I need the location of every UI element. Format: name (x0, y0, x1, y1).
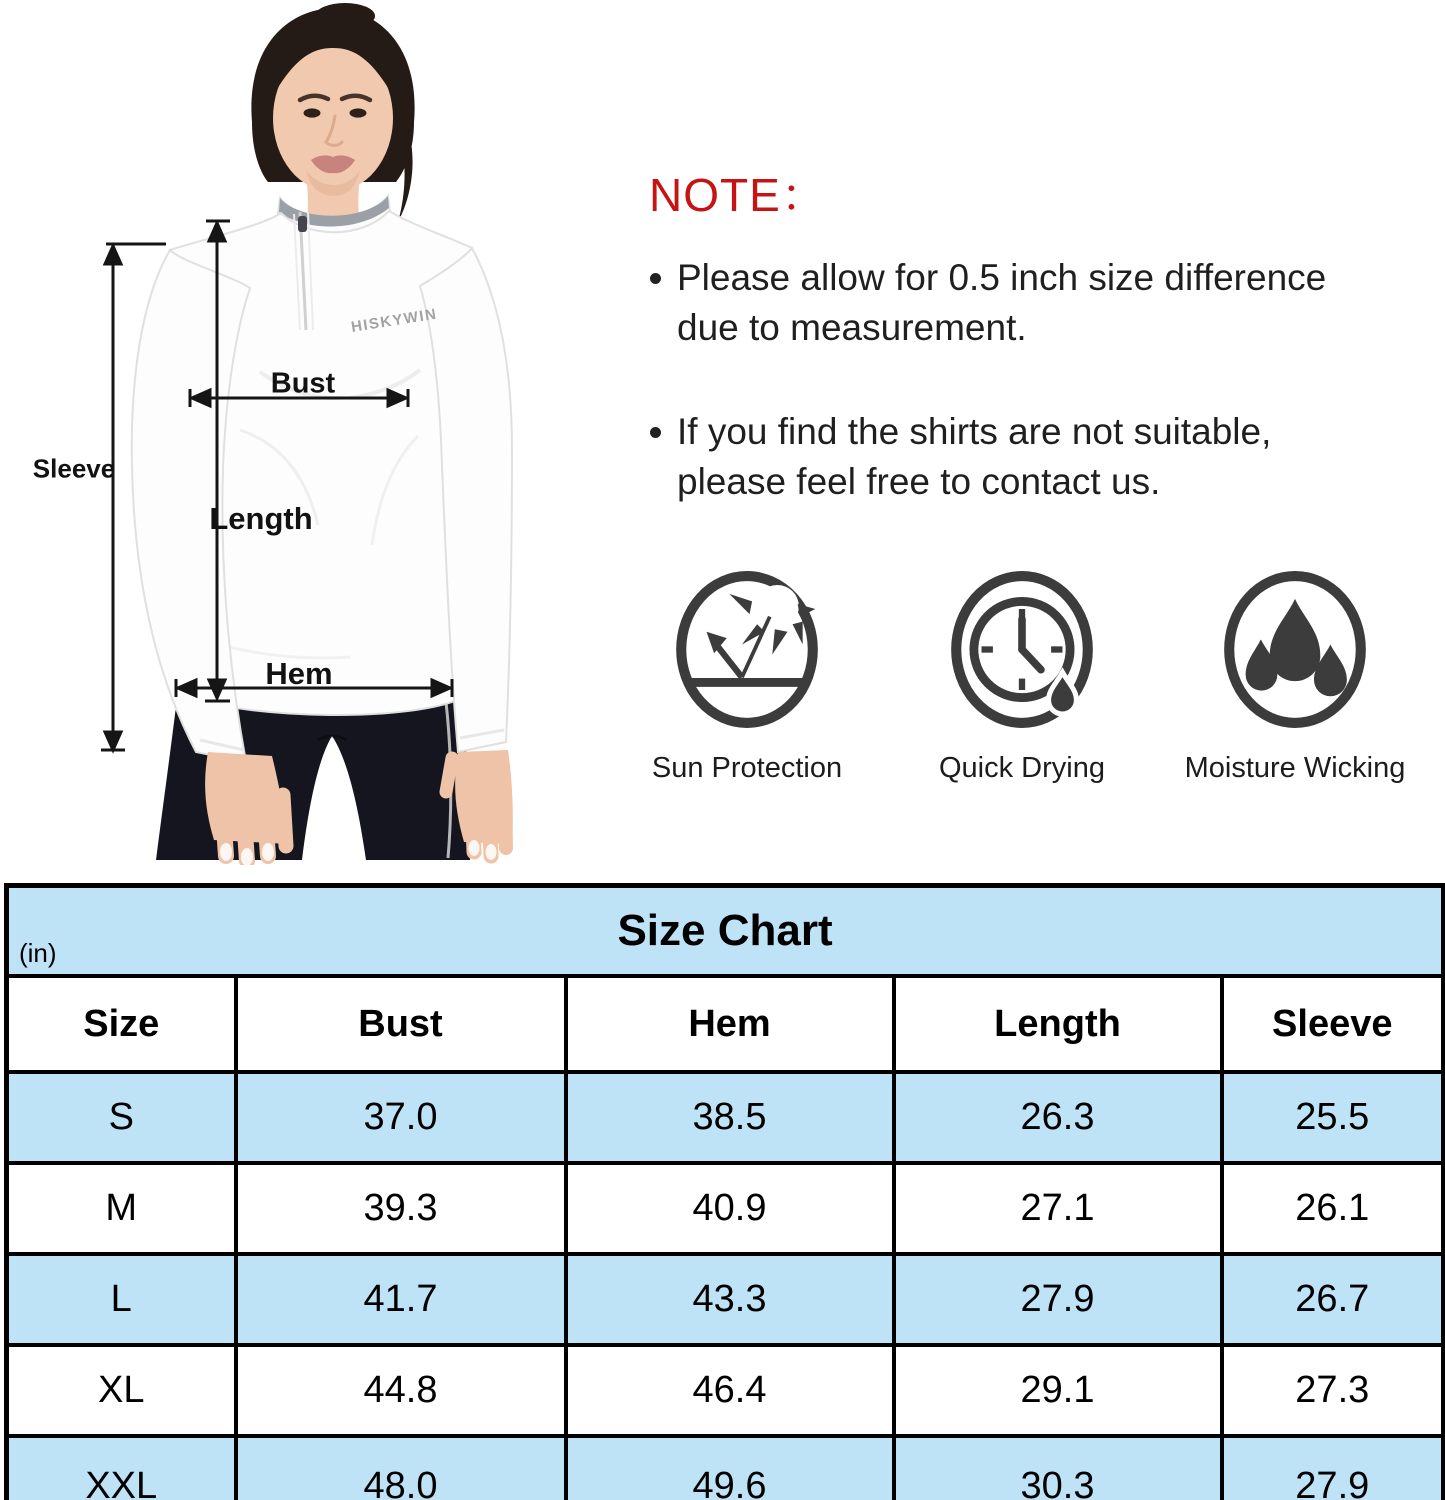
cell-hem: 43.3 (566, 1254, 894, 1345)
table-row-s (7, 1072, 1444, 1163)
cell-length: 30.3 (894, 1436, 1222, 1500)
cell-size: S (7, 1072, 236, 1163)
table-row-l (7, 1254, 1444, 1345)
model-figure (0, 0, 645, 865)
model-face (273, 30, 393, 228)
feature-quick-drying (882, 566, 1162, 785)
sleeve-measure-label: Sleeve (32, 453, 116, 484)
note-bullet-1-text (677, 253, 1326, 353)
table-row-xxl (7, 1436, 1444, 1500)
table-row-xl (7, 1345, 1444, 1436)
sun-protection-icon (671, 566, 823, 733)
cell-bust: 44.8 (236, 1345, 566, 1436)
feature-label: Quick Drying (939, 752, 1105, 784)
column-header-size: Size (7, 976, 236, 1072)
feature-moisture-wicking (1155, 566, 1435, 785)
cell-size: M (7, 1163, 236, 1254)
column-header-bust: Bust (236, 976, 566, 1072)
cell-bust: 48.0 (236, 1436, 566, 1500)
feature-label: Moisture Wicking (1184, 752, 1406, 784)
cell-sleeve: 25.5 (1222, 1072, 1444, 1163)
cell-size: XL (7, 1345, 236, 1436)
size-chart-title-cell (7, 886, 1444, 977)
hem-measure-label: Hem (265, 656, 333, 691)
cell-size: L (7, 1254, 236, 1345)
model-illustration (0, 0, 645, 865)
cell-sleeve: 26.1 (1222, 1163, 1444, 1254)
brand-logo: HISKYWIN (349, 305, 439, 336)
length-measure-label: Length (209, 501, 313, 536)
feature-sun-protection (607, 566, 887, 785)
note-bullet-1-line2: due to measurement. (677, 307, 1027, 348)
size-chart-table (4, 883, 1445, 1500)
note-bullet-2-line2: please feel free to contact us. (677, 461, 1161, 502)
note-bullet-2 (650, 407, 1271, 507)
cell-sleeve: 27.3 (1222, 1345, 1444, 1436)
feature-label: Sun Protection (651, 752, 843, 784)
cell-length: 27.9 (894, 1254, 1222, 1345)
note-bullet-1-line1: Please allow for 0.5 inch size difference (677, 257, 1327, 298)
note-bullet-1 (650, 253, 1326, 353)
cell-sleeve: 26.7 (1222, 1254, 1444, 1345)
size-chart-unit: (in) (19, 938, 57, 968)
cell-hem: 46.4 (566, 1345, 894, 1436)
cell-hem: 40.9 (566, 1163, 894, 1254)
note-bullet-2-line1: If you find the shirts are not suitable, (677, 411, 1272, 452)
bullet-dot-icon (650, 273, 661, 284)
bust-measure-label: Bust (270, 367, 336, 400)
size-chart-title-row (7, 886, 1444, 977)
cell-hem: 49.6 (566, 1436, 894, 1500)
cell-bust: 41.7 (236, 1254, 566, 1345)
size-chart-header-row (7, 976, 1444, 1072)
size-chart-title: Size Chart (617, 906, 833, 955)
cell-sleeve: 27.9 (1222, 1436, 1444, 1500)
cell-bust: 37.0 (236, 1072, 566, 1163)
quick-drying-icon (946, 566, 1098, 733)
moisture-wicking-icon (1219, 566, 1371, 733)
cell-hem: 38.5 (566, 1072, 894, 1163)
bullet-dot-icon (650, 427, 661, 438)
note-title: NOTE： (649, 169, 828, 221)
cell-length: 29.1 (894, 1345, 1222, 1436)
cell-bust: 39.3 (236, 1163, 566, 1254)
column-header-length: Length (894, 976, 1222, 1072)
table-row-m (7, 1163, 1444, 1254)
cell-length: 27.1 (894, 1163, 1222, 1254)
cell-size: XXL (7, 1436, 236, 1500)
cell-length: 26.3 (894, 1072, 1222, 1163)
column-header-sleeve: Sleeve (1222, 976, 1444, 1072)
note-bullet-2-text (677, 407, 1271, 507)
column-header-hem: Hem (566, 976, 894, 1072)
